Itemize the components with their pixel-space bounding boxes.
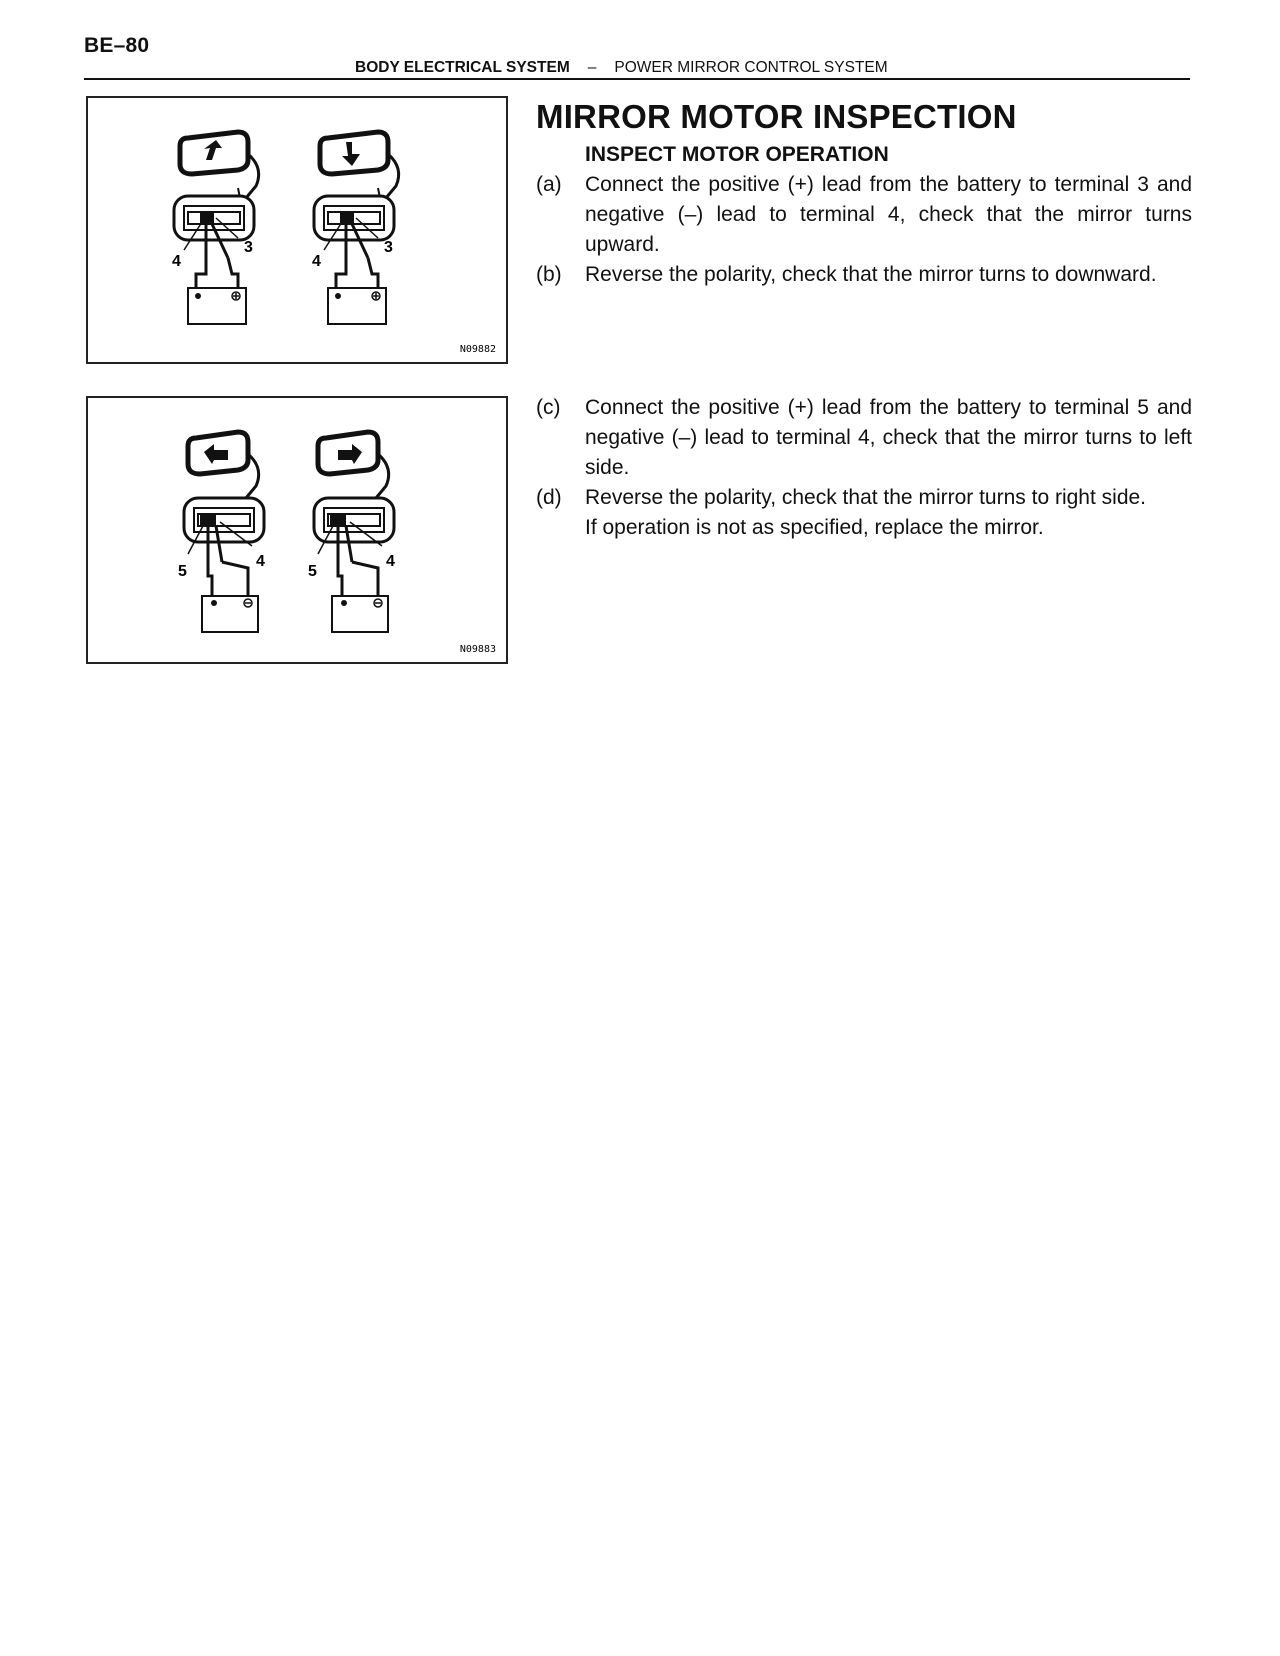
figure-code: N09883 [459, 644, 496, 655]
page-number: BE–80 [84, 34, 150, 57]
figure-code: N09882 [459, 344, 496, 355]
figure-motor-up-down [86, 96, 508, 364]
step-label: (a) [536, 173, 562, 196]
step-text: Connect the positive (+) lead from the battery to terminal 3 and negative (–) lead to terminal 4, check that the mirror turns upward. [585, 173, 1192, 256]
diagram-left-right [88, 398, 506, 662]
left-assembly-left [178, 432, 265, 632]
right-assembly-down [312, 132, 399, 324]
header-subsection: POWER MIRROR CONTROL SYSTEM [614, 59, 888, 76]
step-label: (b) [536, 263, 562, 286]
running-header [355, 59, 888, 77]
terminal-label: 4 [172, 253, 181, 270]
header-separator: – [587, 59, 597, 76]
terminal-label: 5 [308, 563, 317, 580]
step-text: Reverse the polarity, check that the mirror turns to right side. [585, 486, 1147, 509]
step-text: Connect the positive (+) lead from the battery to terminal 5 and negative (–) lead to terminal 4, check that the mirror turns to left side. [585, 396, 1192, 479]
step-a [536, 170, 1192, 260]
header-rule [84, 78, 1190, 80]
step-label: (d) [536, 486, 562, 509]
step-text: Reverse the polarity, check that the mirror turns to downward. [585, 263, 1157, 286]
terminal-label: 4 [312, 253, 321, 270]
header-section: BODY ELECTRICAL SYSTEM [355, 59, 570, 76]
step-d [536, 483, 1192, 543]
left-assembly-up [172, 132, 259, 324]
terminal-label: 4 [256, 553, 265, 570]
step-b [536, 260, 1192, 290]
step-label: (c) [536, 396, 561, 419]
section-title: MIRROR MOTOR INSPECTION [536, 98, 1017, 135]
section-subtitle: INSPECT MOTOR OPERATION [585, 143, 889, 166]
figure-motor-left-right [86, 396, 508, 664]
terminal-label: 4 [386, 553, 395, 570]
terminal-label: 3 [244, 239, 253, 256]
terminal-label: 5 [178, 563, 187, 580]
diagram-up-down [88, 98, 506, 362]
terminal-label: 3 [384, 239, 393, 256]
right-assembly-right [308, 432, 395, 632]
step-note: If operation is not as specified, replace the mirror. [585, 516, 1044, 539]
step-c [536, 393, 1192, 483]
